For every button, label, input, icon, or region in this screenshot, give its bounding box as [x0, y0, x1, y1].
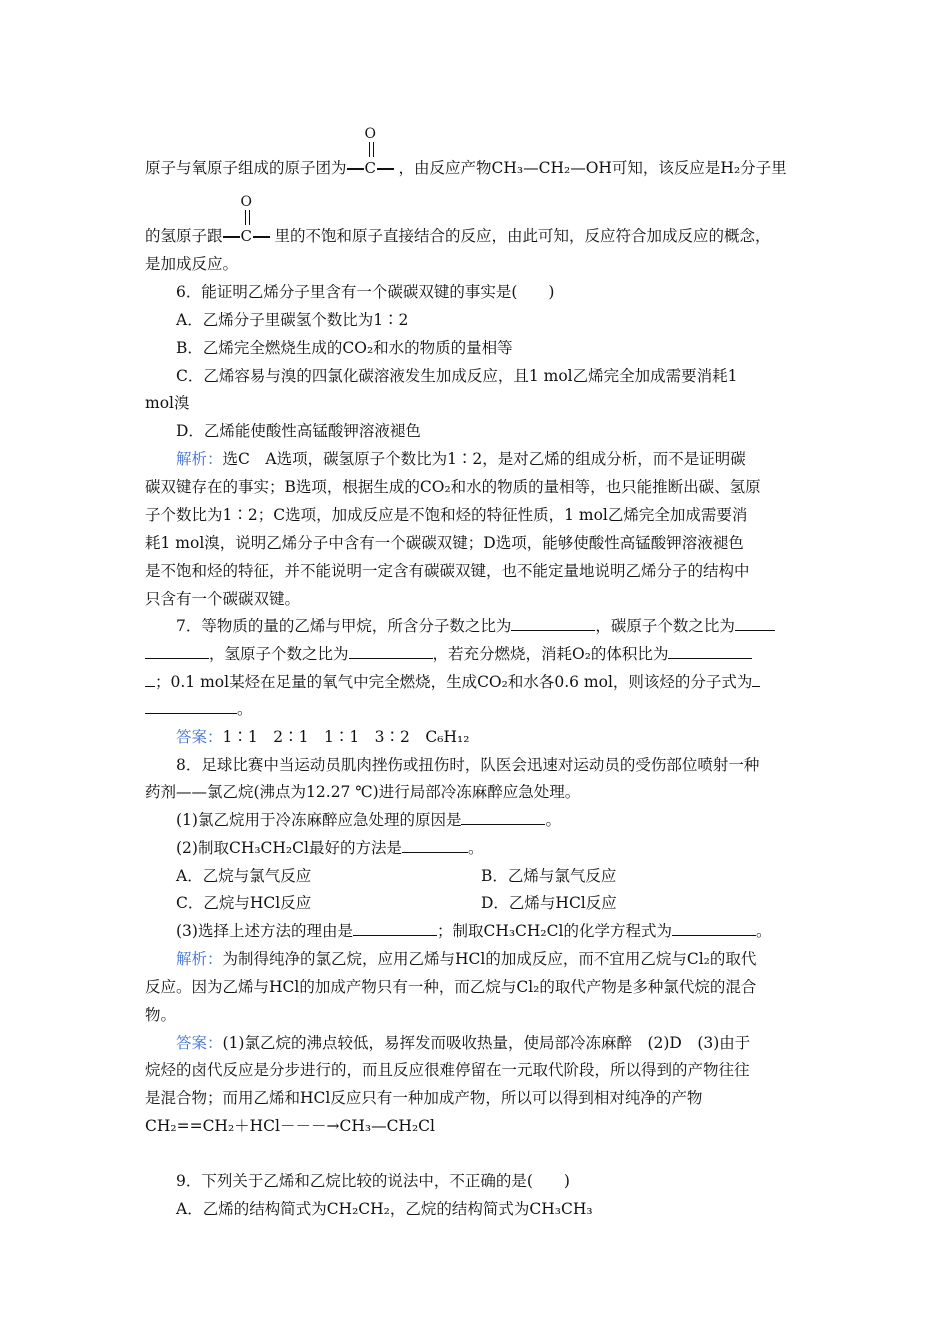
answer-text: (1)氯乙烷的沸点较低，易挥发而吸收热量，使局部冷冻麻醉 (2)D (3)由于: [222, 1034, 751, 1052]
q6-analysis-line-3: 子个数比为1∶2；C选项，加成反应是不饱和烃的特征性质，1 mol乙烯完全加成需要消: [145, 506, 748, 524]
q8-part-1: [176, 810, 561, 830]
q8-option-c: C．乙烷与HCl反应: [176, 894, 312, 912]
q8-text: (3)选择上述方法的理由是: [176, 922, 353, 940]
q6-analysis-line-1: [176, 449, 746, 469]
answer-blank[interactable]: [145, 672, 155, 687]
q7-line-1: [176, 616, 775, 636]
q8-part-2: [176, 838, 483, 858]
q6-option-b: B．乙烯完全燃烧生成的CO₂和水的物质的量相等: [176, 339, 513, 357]
analysis-text: 为制得纯净的氯乙烷，应用乙烯与HCl的加成反应，而不宜用乙烷与Cl₂的取代: [222, 950, 757, 968]
answer-blank[interactable]: [752, 672, 760, 687]
answer-blank[interactable]: [461, 810, 545, 825]
analysis-label: 解析：: [176, 450, 223, 468]
q8-stem-2: 药剂——氯乙烷(沸点为12.27 ℃)进行局部冷冻麻醉应急处理。: [145, 783, 581, 801]
q6-option-c: C．乙烯容易与溴的四氯化碳溶液发生加成反应，且1 mol乙烯完全加成需要消耗1: [176, 367, 738, 385]
q8-option-d: D．乙烯与HCl反应: [481, 894, 617, 912]
answer-blank[interactable]: [402, 838, 468, 853]
q6-stem: 6．能证明乙烯分子里含有一个碳碳双键的事实是( ): [176, 283, 555, 301]
q7-text: ，若充分燃烧，消耗O₂的体积比为: [432, 645, 669, 663]
q8-answer-line-3: 是混合物；而用乙烯和HCl反应只有一种加成产物，所以可以得到相对纯净的产物: [145, 1089, 703, 1107]
q8-answer-equation: CH₂==CH₂＋HCl－－－→CH₃—CH₂Cl: [145, 1117, 435, 1135]
answer-label: 答案：: [176, 1034, 223, 1052]
carbonyl-carbon: C: [240, 227, 252, 245]
q7-line-3: [145, 672, 760, 692]
answer-blank[interactable]: [668, 644, 752, 659]
q7-text: 7．等物质的量的乙烯与甲烷，所含分子数之比为: [176, 617, 512, 635]
q6-analysis-line-4: 耗1 mol溴，说明乙烯分子中含有一个碳碳双键；D选项，能够使酸性高锰酸钾溶液褪色: [145, 534, 744, 552]
q8-answer-line-1: [176, 1033, 750, 1053]
intro-text: 原子与氧原子组成的原子团为: [145, 159, 347, 177]
q8-text: 。: [545, 811, 561, 829]
intro-line-3: 是加成反应。: [145, 255, 239, 273]
q8-text: (2)制取CH₃CH₂Cl最好的方法是: [176, 839, 402, 857]
answer-blank[interactable]: [511, 616, 595, 631]
intro-line-1: [145, 126, 787, 178]
q8-analysis-line-2: 反应。因为乙烯与HCl的加成产物只有一种，而乙烷与Cl₂的取代产物是多种氯代烷的混合: [145, 978, 757, 996]
q7-text: ，氢原子个数之比为: [209, 645, 349, 663]
carbonyl-structure: [347, 126, 399, 178]
q7-text: 。: [237, 700, 253, 718]
q8-text: ；制取CH₃CH₂Cl的化学方程式为: [436, 922, 672, 940]
q8-answer-line-2: 烷烃的卤代反应是分步进行的，而且反应很难停留在一元取代阶段，所以得到的产物往往: [145, 1061, 750, 1079]
q6-option-c-cont: mol溴: [145, 394, 190, 412]
answer-blank[interactable]: [349, 644, 433, 659]
q6-option-d: D．乙烯能使酸性高锰酸钾溶液褪色: [176, 422, 421, 440]
answer-blank[interactable]: [145, 644, 209, 659]
q8-analysis-line-1: [176, 949, 756, 969]
analysis-label: 解析：: [176, 950, 223, 968]
q9-stem: 9．下列关于乙烯和乙烷比较的说法中，不正确的是( ): [176, 1172, 570, 1190]
answer-blank[interactable]: [672, 921, 756, 936]
answer-blank[interactable]: [735, 616, 775, 631]
q7-answer: [176, 727, 469, 747]
q6-analysis-line-5: 是不饱和烃的特征，并不能说明一定含有碳碳双键，也不能定量地说明乙烯分子的结构中: [145, 562, 750, 580]
answer-blank[interactable]: [353, 921, 437, 936]
q8-text: 。: [467, 839, 484, 857]
q8-part-3: [176, 921, 771, 941]
answer-blank[interactable]: [145, 699, 237, 714]
q7-line-2: [145, 644, 752, 664]
q6-analysis-line-2: 碳双键存在的事实；B选项，根据生成的CO₂和水的物质的量相等，也只能推断出碳、氢原: [145, 478, 761, 496]
q8-stem-1: 8．足球比赛中当运动员肌肉挫伤或扭伤时，队医会迅速对运动员的受伤部位喷射一种: [176, 756, 760, 774]
intro-text: 里的不饱和原子直接结合的反应，由此可知，反应符合加成反应的概念，: [274, 227, 771, 245]
q6-option-a: A．乙烯分子里碳氢个数比为1∶2: [176, 311, 409, 329]
intro-line-2: [145, 194, 771, 246]
intro-text: 的氢原子跟: [145, 227, 223, 245]
carbonyl-carbon: C: [364, 159, 376, 177]
carbonyl-oxygen: O: [240, 194, 252, 210]
q8-text: 。: [755, 922, 772, 940]
carbonyl-oxygen: O: [364, 126, 376, 142]
q8-text: (1)氯乙烷用于冷冻麻醉应急处理的原因是: [176, 811, 462, 829]
answer-text: 1∶1 2∶1 1∶1 3∶2 C₆H₁₂: [222, 728, 470, 746]
q8-option-b: B．乙烯与氯气反应: [481, 867, 617, 885]
q7-text: ，碳原子个数之比为: [595, 617, 735, 635]
q8-option-a: A．乙烷与氯气反应: [176, 867, 312, 885]
q7-line-4: [145, 699, 253, 719]
q7-text: ；0.1 mol某烃在足量的氧气中完全燃烧，生成CO₂和水各0.6 mol，则该烃的分子式为: [155, 673, 753, 691]
answer-label: 答案：: [176, 728, 223, 746]
q6-analysis-line-6: 只含有一个碳碳双键。: [145, 590, 301, 608]
analysis-text: 选C A选项，碳氢原子个数比为1∶2，是对乙烯的组成分析，而不是证明碳: [222, 450, 746, 468]
q9-option-a: A．乙烯的结构简式为CH₂CH₂，乙烷的结构简式为CH₃CH₃: [176, 1200, 593, 1218]
intro-text: ，由反应产物CH₃—CH₂—OH可知，该反应是H₂分子里: [398, 159, 787, 177]
q8-analysis-line-3: 物。: [145, 1006, 177, 1024]
carbonyl-structure: [223, 194, 275, 246]
